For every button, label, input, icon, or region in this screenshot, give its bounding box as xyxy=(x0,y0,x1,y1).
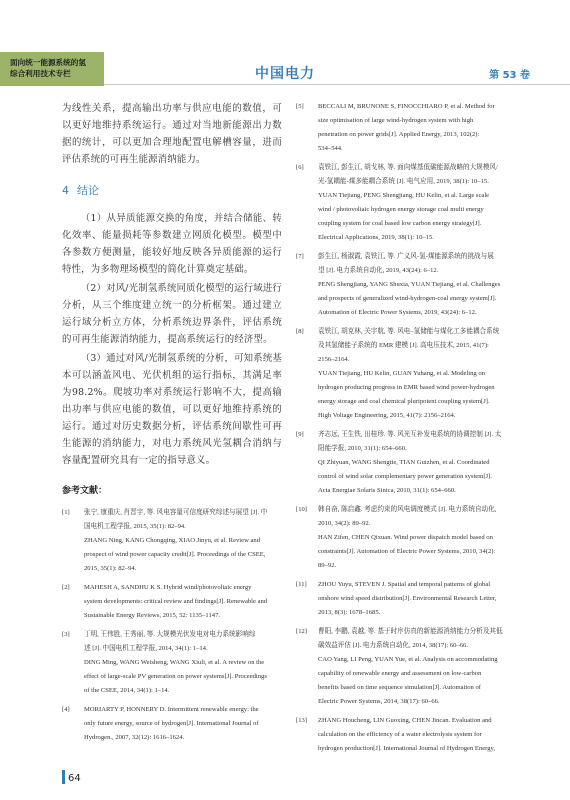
reference-line: Automation of Electric Power Systems, 2019, 43(24): 6–12. xyxy=(318,309,477,316)
reference-line: PENG Shengjiang, YANG Shuxia, YUAN Tiejiang, et al. Challenges xyxy=(318,281,501,288)
reference-item xyxy=(296,100,536,156)
reference-line: capability of renewable energy and assessment on low-carbon xyxy=(318,670,482,677)
reference-line: 2015, 35(1): 82–94. xyxy=(84,565,137,572)
reference-text xyxy=(318,714,536,756)
reference-number: [6] xyxy=(296,164,304,171)
reference-line: 张宁, 康重庆, 肖晋宇, 等. 风电容量可信度研究综述与展望 [J]. 中 xyxy=(84,509,268,516)
reference-line: MAHESH A, SANDHU K S. Hybrid wind/photovoltaic energy xyxy=(84,584,252,591)
reference-text xyxy=(318,250,536,320)
reference-line: MORIARTY P, HONNERY D. Intermittent renewable energy: the xyxy=(84,706,259,713)
reference-line: control of wind solar complementary power generation system[J]. xyxy=(318,473,492,480)
reference-item xyxy=(296,625,536,709)
reference-line: energy storage and coal chemical pluripotent coupling system[J]. xyxy=(318,398,490,405)
reference-line: ZHANG Houcheng, LIN Guoxing, CHEN Jincan. Evaluation and xyxy=(318,717,492,724)
reference-line: ZHOU Yuyu, STEVEN J. Spatial and temporal patterns of global xyxy=(318,581,491,588)
column-tag-line-2: 综合利用技术专栏 xyxy=(10,69,71,78)
reference-line: Electrical Applications, 2019, 38(1): 10–15. xyxy=(318,234,434,241)
reference-item xyxy=(296,250,536,320)
section-title: 结论 xyxy=(77,184,99,197)
reference-line: 国电机工程学报, 2015, 35(1): 82–94. xyxy=(84,523,186,530)
reference-line: 及其氢储能子系统的 EMR 建模 [J]. 高电压技术, 2015, 41(7): xyxy=(318,342,489,349)
reference-line: 袁铁江, 胡克林, 关宇航, 等. 风电–氢储能与煤化工多能耦合系统 xyxy=(318,328,500,335)
reference-line: and prospects of generalized wind-hydrogen-coal energy system[J]. xyxy=(318,295,497,302)
reference-line: Sustainable Energy Reviews, 2015, 52: 1135–1147. xyxy=(84,612,221,619)
reference-item xyxy=(296,503,536,573)
reference-number: [9] xyxy=(296,431,304,438)
reference-line: 望 [J]. 电力系统自动化, 2019, 43(24): 6–12. xyxy=(318,267,439,274)
reference-line: 2156–2164. xyxy=(318,356,350,363)
references-title: 参考文献： xyxy=(62,486,108,496)
reference-line: 彭生江, 杨淑霞, 袁铁江, 等. 广义风-氢-煤能源系统的挑战与展 xyxy=(318,253,494,260)
reference-number: [13] xyxy=(296,717,307,724)
section-number: 4 xyxy=(62,184,69,197)
reference-line: QI Zhiyuan, WANG Shengtie, TIAN Guizhen, et al. Coordinated xyxy=(318,459,490,466)
reference-line: penetration on power grids[J]. Applied Energy, 2013, 102(2): xyxy=(318,131,480,138)
reference-line: wind / photovoltaic hydrogen energy storage coal multi energy xyxy=(318,206,484,213)
reference-line: Hydrogen., 2007, 32(12): 1616–1624. xyxy=(84,734,185,741)
reference-text xyxy=(318,428,536,498)
reference-text xyxy=(318,161,536,245)
intro-paragraph: 为线性关系，提高输出功率与供应电能的数值，可以更好地维持系统运行。通过对当地新能源出力数据的统计，可以更加合理地配置电解槽容量，进而评估系统的可再生能源消纳能力。 xyxy=(62,103,282,165)
reference-number: [3] xyxy=(62,631,70,638)
reference-line: 89–92. xyxy=(318,562,337,569)
reference-line: constraints[J]. Automation of Electric Power Systems, 2010, 34(2): xyxy=(318,548,496,555)
reference-line: HAN Zifen, CHEN Qixuan. Wind power dispatch model based on xyxy=(318,534,493,541)
reference-text xyxy=(318,578,536,620)
reference-number: [8] xyxy=(296,328,304,335)
reference-text xyxy=(84,703,282,745)
reference-line: 袁铁江, 彭生江, 胡戈林, 等. 面向煤基低碳能源战略的大规模风/ xyxy=(318,164,498,171)
reference-line: 齐志远, 王生铁, 田桂珍. 等. 风光互补发电系统的协调控制 [J]. 太 xyxy=(318,431,502,438)
reference-text xyxy=(318,625,536,709)
reference-text xyxy=(84,628,282,698)
page-number-bar xyxy=(62,770,65,784)
reference-item xyxy=(296,428,536,498)
reference-line: BECCALI M, BRUNONE S, FINOCCHIARO P, et al. Method for xyxy=(318,103,495,110)
reference-line: calculation on the efficiency of a water electrolysis system for xyxy=(318,731,482,738)
reference-line: size optimisation of large wind-hydrogen system with high xyxy=(318,117,474,124)
section-heading xyxy=(62,182,282,198)
reference-line: 碳效益评估 [J]. 电力系统自动化, 2014, 38(17): 60–66. xyxy=(318,642,469,649)
references-list-left xyxy=(62,506,282,745)
reference-line: ZHANG Ning, KANG Chongqing, XIAO Jinyu, et al. Review and xyxy=(84,537,260,544)
reference-line: Acta Energiae Solaris Sinica, 2010, 31(1): 654–660. xyxy=(318,487,456,494)
left-column xyxy=(62,100,282,750)
reference-text xyxy=(318,325,536,423)
reference-text xyxy=(318,503,536,573)
reference-line: of the CSEE, 2014, 34(1): 1–14. xyxy=(84,687,170,694)
reference-item xyxy=(296,578,536,620)
reference-line: High Voltage Engineering, 2015, 41(7): 2156–2164. xyxy=(318,412,456,419)
conclusion-paragraph-1: （1）从异质能源交换的角度，并结合储能、转化效率、能量损耗等参数建立网质化模型。模型中各参数方便测量，能较好地反映各异质能源的运行特性，为多物理场模型的简化计算奠定基础。 xyxy=(62,213,282,275)
reference-line: prospect of wind power capacity credit[J]. Proceedings of the CSEE, xyxy=(84,551,266,558)
reference-number: [12] xyxy=(296,628,307,635)
reference-line: hydrogen producing progress in EMR based wind power-hydrogen xyxy=(318,384,495,391)
reference-item xyxy=(62,581,282,623)
reference-line: YUAN Tiejiang, PENG Shengjiang, HU Kelin, et al. Large scale xyxy=(318,192,490,199)
reference-line: 阳能学报, 2010, 31(1): 654–660. xyxy=(318,445,407,452)
reference-text xyxy=(84,581,282,623)
reference-line: system developments: critical review and findings[J]. Renewable and xyxy=(84,598,268,605)
column-tag-line-1: 面向统一能源系统的氢 xyxy=(10,58,86,67)
reference-item xyxy=(296,325,536,423)
references-list-right xyxy=(296,100,536,756)
reference-line: 曹阳, 李鹏, 袁越, 等. 基于时序仿真的新能源消纳能力分析及其低 xyxy=(318,628,503,635)
reference-line: 2013, 8(3): 1678–1685. xyxy=(318,609,381,616)
reference-item xyxy=(62,628,282,698)
reference-number: [4] xyxy=(62,706,70,713)
reference-item xyxy=(296,714,536,756)
reference-number: [11] xyxy=(296,581,307,588)
reference-line: 534–544. xyxy=(318,145,343,152)
reference-number: [1] xyxy=(62,509,70,516)
reference-line: 述 [J]. 中国电机工程学报, 2014, 34(1): 1–14. xyxy=(84,645,208,652)
reference-line: 2010, 34(2): 89–92. xyxy=(318,520,371,527)
reference-line: 韩自奋, 陈启鑫. 考虑约束的风电调度模式 [J]. 电力系统自动化, xyxy=(318,506,497,513)
reference-number: [2] xyxy=(62,584,70,591)
right-column xyxy=(296,100,536,761)
reference-line: only future energy, source of hydrogen[J]. International Journal of xyxy=(84,720,259,727)
reference-line: effect of large-scale PV generation on power systems[J]. Proceedings xyxy=(84,673,267,680)
reference-line: CAO Yang, LI Peng, YUAN Yue, et al. Analysis on accommodating xyxy=(318,656,498,663)
volume-label: 第 53 卷 xyxy=(489,70,530,81)
page-number: 64 xyxy=(68,773,81,784)
conclusion-paragraph-3: （3）通过对风/光制氢系统的分析，可知系统基本可以涵盖风电、光伏机组的运行指标，其满足率为98.2%。爬坡功率对系统运行影响不大，提高输出功率与供应电能的数值，可以更好地维持系统的运行。通过对历史数据分析，评估系统间歇性可再生能源的消纳能力，对电力系统风光氢耦合消纳与容量配置研究具有一定的指导意义。 xyxy=(62,353,282,466)
journal-name: 中国电力 xyxy=(255,66,315,82)
reference-line: Electric Power Systems, 2014, 38(17): 60–66. xyxy=(318,698,440,705)
reference-item xyxy=(62,506,282,576)
reference-line: DING Ming, WANG Weisheng, WANG Xiuli, et al. A review on the xyxy=(84,659,265,666)
reference-number: [5] xyxy=(296,103,304,110)
reference-line: coupling system for coal based low carbon energy strategy[J]. xyxy=(318,220,482,227)
reference-line: 丁明, 王伟胜, 王秀丽, 等. 大规模光伏发电对电力系统影响综 xyxy=(84,631,256,638)
reference-line: benefits based on time sequence simulation[J]. Automation of xyxy=(318,684,481,691)
reference-line: hydrogen production[J]. International Journal of Hydrogen Energy, xyxy=(318,745,496,752)
reference-item xyxy=(62,703,282,745)
reference-number: [7] xyxy=(296,253,304,260)
conclusion-paragraph-2: （2）对风/光制氢系统同质化模型的运行域进行分析，从三个维度建立统一的分析框架。通过建立运行域分析立方体，分析系统边界条件，评估系统的可再生能源消纳能力，提高系统运行的经济型。 xyxy=(62,283,282,345)
reference-line: 光-氢耦能-煤多能耦合系统 [J]. 电气应用, 2019, 38(1): 10–15. xyxy=(318,178,489,185)
reference-item xyxy=(296,161,536,245)
reference-line: YUAN Tiejiang, HU Kelin, GUAN Yuhang, et al. Modeling on xyxy=(318,370,485,377)
reference-line: onshore wind speed distribution[J]. Environmental Research Letter, xyxy=(318,595,497,602)
reference-text xyxy=(84,506,282,576)
reference-text xyxy=(318,100,536,156)
reference-number: [10] xyxy=(296,506,307,513)
